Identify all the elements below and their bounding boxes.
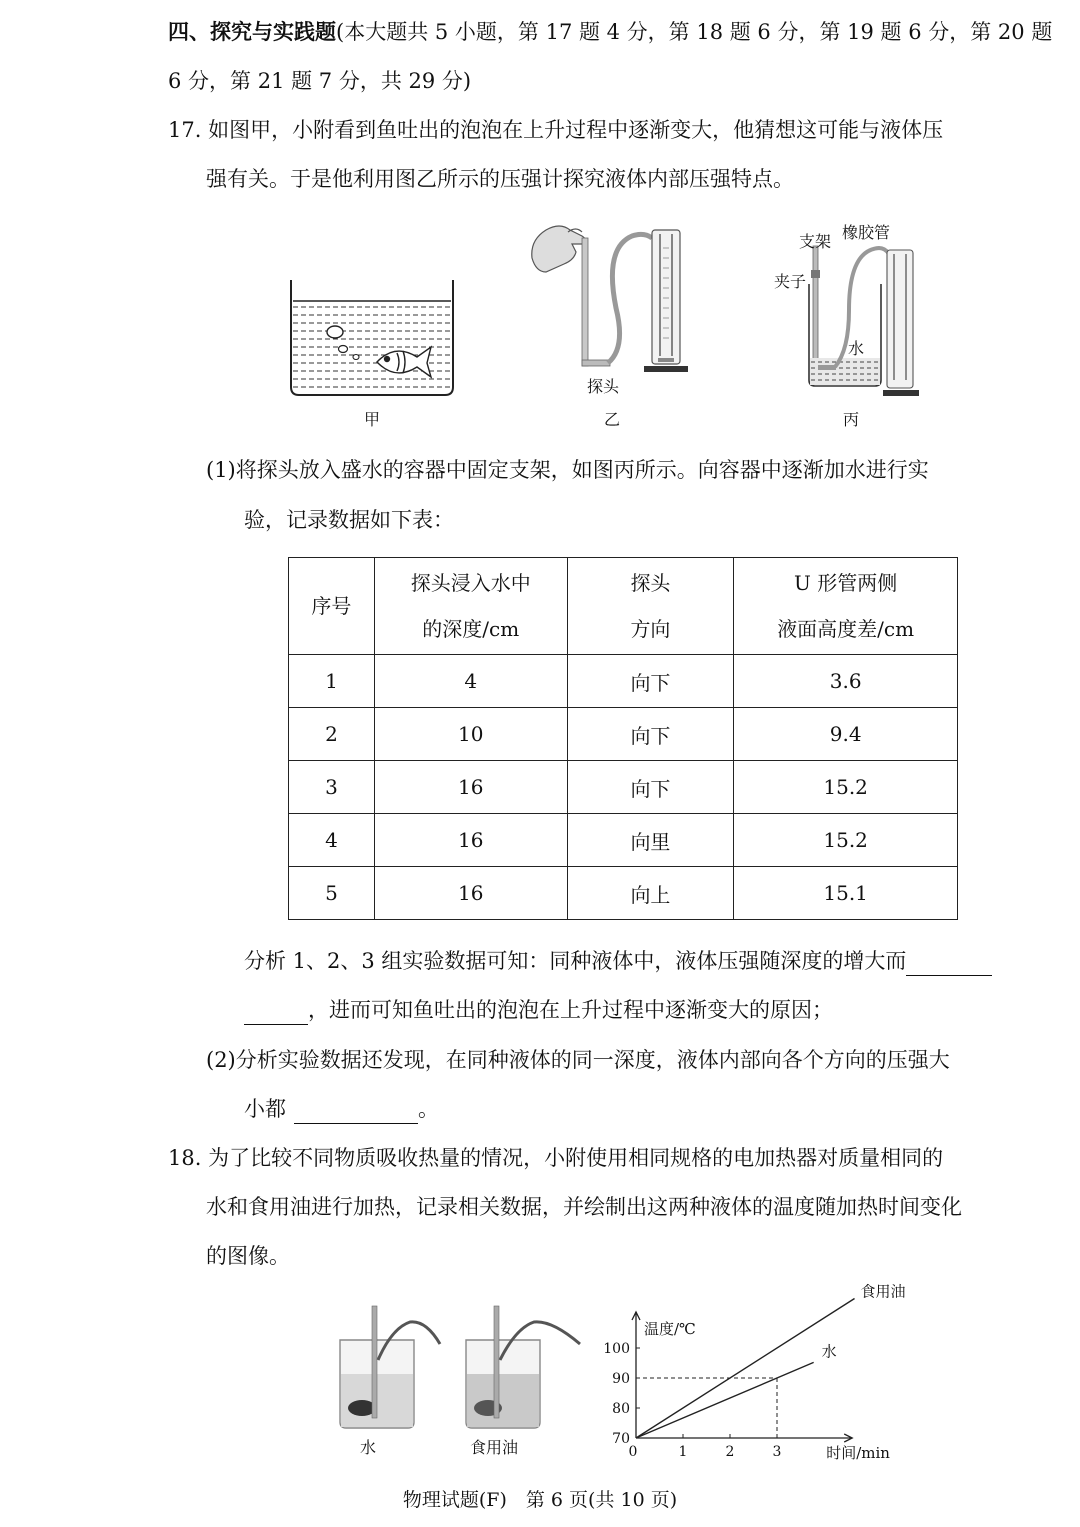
q18-stem-line2: 水和食用油进行加热，记录相关数据，并绘制出这两种液体的温度随加热时间变化 (206, 1195, 962, 1219)
cell-direction: 向上 (567, 867, 734, 920)
cell-height-diff: 15.2 (734, 761, 958, 814)
cell-index: 1 (289, 655, 375, 708)
caption-yi: 乙 (604, 410, 621, 429)
beaker-label-oil: 食用油 (470, 1438, 519, 1457)
header-depth: 探头浸入水中 的深度/cm (374, 558, 567, 655)
cell-index: 4 (289, 814, 375, 867)
data-table (288, 557, 958, 920)
label-support: 支架 (799, 232, 832, 251)
caption-jia: 甲 (364, 410, 381, 429)
header-height-diff: U 形管两侧 液面高度差/cm (734, 558, 958, 655)
section-heading: 四、探究与实践题 (168, 19, 336, 44)
figure-yi-manometer (528, 218, 708, 378)
cell-depth: 16 (374, 867, 567, 920)
cell-direction: 向下 (567, 708, 734, 761)
fish-icon (377, 347, 431, 377)
cell-depth: 16 (374, 761, 567, 814)
label-rubber-tube: 橡胶管 (842, 223, 891, 242)
table-header-row (289, 558, 958, 655)
table-row (289, 814, 958, 867)
q17-part2-line1: (2)分析实验数据还发现，在同种液体的同一深度，液体内部向各个方向的压强大 (206, 1048, 950, 1072)
x-tick-label: 2 (725, 1444, 735, 1460)
q18-stem-line3: 的图像。 (206, 1244, 290, 1268)
temperature-time-chart (600, 1282, 906, 1473)
cell-depth: 4 (374, 655, 567, 708)
section-header (168, 17, 1052, 47)
stand-base (644, 366, 688, 372)
header-index: 序号 (289, 558, 375, 655)
cell-height-diff: 3.6 (734, 655, 958, 708)
analysis-line1: 分析 1、2、3 组实验数据可知：同种液体中，液体压强随深度的增大而 (244, 946, 992, 976)
table-row (289, 761, 958, 814)
label-clip: 夹子 (774, 272, 807, 291)
y-axis-label: 温度/℃ (644, 1320, 696, 1338)
bubble-large (327, 326, 343, 338)
answer-blank-1[interactable] (906, 953, 992, 976)
section-info-cont: 6 分，第 21 题 7 分，共 29 分) (168, 69, 472, 93)
page-footer: 物理试题(F) 第 6 页(共 10 页) (402, 1489, 678, 1511)
figure-bing-setup (805, 240, 925, 400)
y-tick-label: 80 (612, 1401, 630, 1417)
series-line (636, 1362, 814, 1438)
cell-height-diff: 9.4 (734, 708, 958, 761)
cell-index: 5 (289, 867, 375, 920)
table-row (289, 708, 958, 761)
beaker-label-water: 水 (360, 1438, 377, 1457)
cell-direction: 向下 (567, 761, 734, 814)
beaker-oil-icon (466, 1306, 580, 1428)
rubber-tube (608, 234, 652, 363)
probe-head (582, 360, 610, 366)
q17-part1-line1: (1)将探头放入盛水的容器中固定支架，如图丙所示。向容器中逐渐加水进行实 (206, 458, 929, 482)
hand-icon (532, 226, 586, 272)
cell-direction: 向里 (567, 814, 734, 867)
analysis-line2: ，进而可知鱼吐出的泡泡在上升过程中逐渐变大的原因； (244, 995, 833, 1025)
q17-stem-line1: 17. 如图甲，小附看到鱼吐出的泡泡在上升过程中逐渐变大，他猜想这可能与液体压 (168, 118, 944, 142)
y-tick-label: 70 (612, 1431, 630, 1447)
series-label: 食用油 (860, 1282, 906, 1301)
x-tick-label: 1 (678, 1444, 688, 1460)
table-row (289, 867, 958, 920)
u-tube-board (652, 230, 680, 364)
answer-blank-2[interactable] (294, 1101, 418, 1124)
label-water: 水 (848, 339, 865, 358)
beaker-water-icon (340, 1306, 440, 1428)
x-tick-label: 0 (628, 1444, 638, 1460)
figure-jia-tank (285, 275, 460, 400)
bubble-medium (339, 346, 348, 353)
q17-part1-line2: 验，记录数据如下表： (244, 508, 454, 532)
q17-stem-line2: 强有关。于是他利用图乙所示的压强计探究液体内部压强特点。 (206, 167, 794, 191)
cell-index: 2 (289, 708, 375, 761)
cell-depth: 16 (374, 814, 567, 867)
cell-depth: 10 (374, 708, 567, 761)
q18-stem-line1: 18. 为了比较不同物质吸收热量的情况，小附使用相同规格的电加热器对质量相同的 (168, 1146, 944, 1170)
y-tick-label: 90 (612, 1371, 630, 1387)
header-direction: 探头 方向 (567, 558, 734, 655)
caption-bing: 丙 (843, 410, 860, 429)
series-label: 水 (821, 1342, 837, 1361)
label-probe: 探头 (587, 377, 620, 396)
cell-direction: 向下 (567, 655, 734, 708)
figure-beakers (330, 1300, 595, 1435)
section-info: (本大题共 5 小题，第 17 题 4 分，第 18 题 6 分，第 19 题 6 分，第 20 题 (336, 20, 1053, 44)
clip (811, 270, 820, 278)
probe-rod (582, 238, 588, 366)
x-tick-label: 3 (772, 1444, 782, 1460)
x-axis-label: 时间/min (826, 1444, 890, 1462)
table-row (289, 655, 958, 708)
bubble-small (353, 355, 359, 360)
cell-height-diff: 15.1 (734, 867, 958, 920)
answer-blank-1-cont[interactable] (244, 1002, 308, 1025)
cell-height-diff: 15.2 (734, 814, 958, 867)
cell-index: 3 (289, 761, 375, 814)
q17-part2-line2: 小都 。 (244, 1094, 439, 1124)
y-tick-label: 100 (603, 1341, 630, 1357)
